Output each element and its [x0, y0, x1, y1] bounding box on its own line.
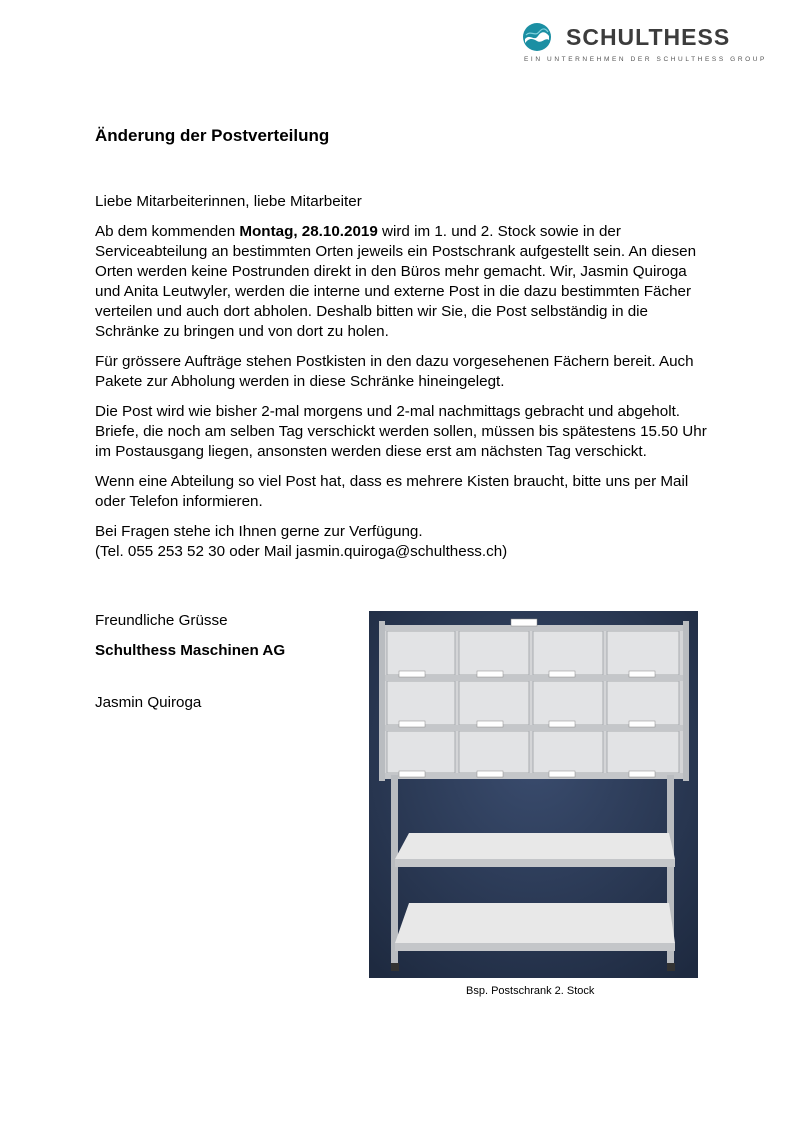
schulthess-logo-icon [522, 22, 552, 52]
contact-line-1: Bei Fragen stehe ich Ihnen gerne zur Verfügung. [95, 523, 423, 540]
letter-closing [95, 611, 285, 713]
p1-after: wird im 1. und 2. Stock sowie in der Serviceabteilung an bestimmten Orten jeweils ein Postschrank aufgestellt sein. An diesen Orten werden keine Postrunden direkt in den Büros mehr gemacht. Wir, Jasmin Quiroga und Anita Leutwyler, werden die interne und externe Post in die dazu bestimmten Fächer verteilen und auch dort abholen. Deshalb bitten wir Sie, die Post selbständig in die Schränke zu bringen und von dort zu holen. [95, 223, 697, 340]
letter-body [95, 192, 715, 572]
paragraph-postkisten: Für grössere Aufträge stehen Postkisten in den dazu vorgesehenen Fächern bereit. Auch Pakete zur Abholung werden in diese Schränke hineingelegt. [95, 353, 694, 390]
greeting: Freundliche Grüsse [95, 612, 228, 629]
p1-date: Montag, 28.10.2019 [239, 223, 378, 240]
photo-caption: Bsp. Postschrank 2. Stock [466, 985, 595, 997]
company-name: Schulthess Maschinen AG [95, 642, 286, 659]
salutation: Liebe Mitarbeiterinnen, liebe Mitarbeiter [95, 193, 362, 210]
company-logo [520, 20, 765, 70]
signer-name: Jasmin Quiroga [95, 694, 202, 711]
mail-cabinet-photo [369, 611, 698, 978]
p1-before: Ab dem kommenden [95, 223, 240, 240]
paragraph-contact [95, 522, 715, 562]
logo-tagline: EIN UNTERNEHMEN DER SCHULTHESS GROUP [524, 56, 767, 63]
paragraph-multiple-boxes: Wenn eine Abteilung so viel Post hat, dass es mehrere Kisten braucht, bitte uns per Mail oder Telefon informieren. [95, 473, 689, 510]
paragraph-announcement [95, 222, 715, 342]
paragraph-schedule: Die Post wird wie bisher 2-mal morgens und 2-mal nachmittags gebracht und abgeholt. Briefe, die noch am selben Tag verschickt werden sollen, müssen bis spätestens 15.50 Uhr im Postausgang liegen, ansonsten werden diese erst am nächsten Tag verschickt. [95, 403, 707, 460]
logo-brand-name: SCHULTHESS [566, 24, 731, 50]
page-title: Änderung der Postverteilung [95, 126, 330, 145]
contact-line-2: (Tel. 055 253 52 30 oder Mail jasmin.quiroga@schulthess.ch) [95, 543, 508, 560]
